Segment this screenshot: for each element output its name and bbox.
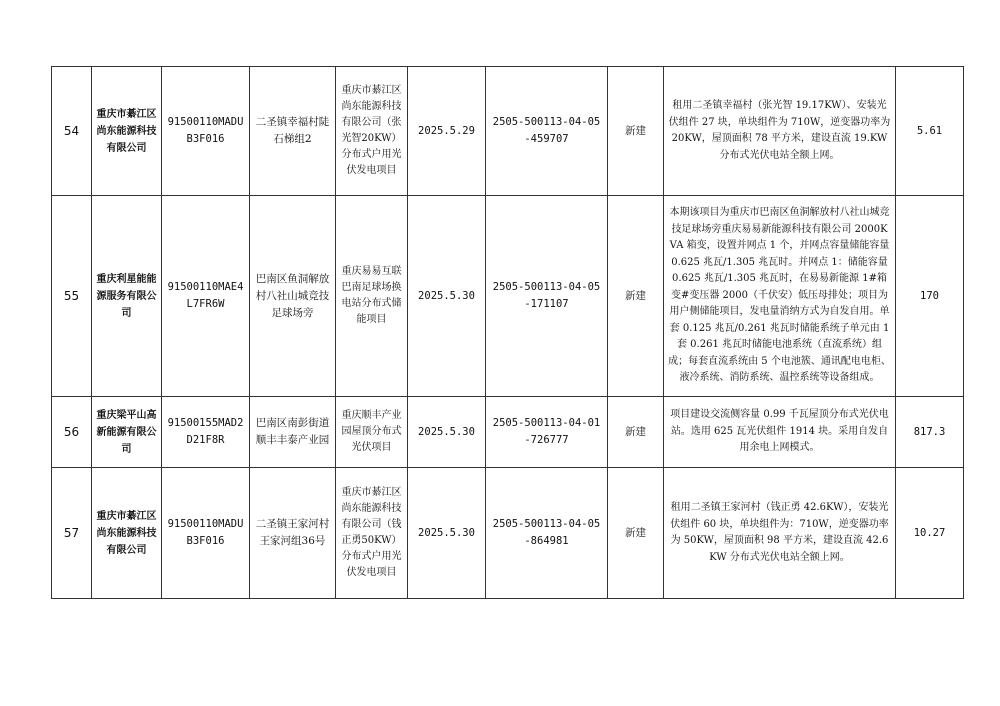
project-code: 2505-500113-04-05-864981: [486, 468, 608, 599]
filing-date: 2025.5.29: [408, 67, 486, 196]
credit-code: 91500110MADUB3F016: [162, 468, 250, 599]
table-row: [52, 196, 964, 397]
row-number: 55: [52, 196, 92, 397]
project-code: 2505-500113-04-01-726777: [486, 397, 608, 468]
project-name: 重庆市綦江区尚东能源科技有限公司（张光智20KW）分布式户用光伏发电项目: [336, 67, 408, 196]
project-code: 2505-500113-04-05-171107: [486, 196, 608, 397]
project-location: 二圣镇王家河村王家河组36号: [250, 468, 336, 599]
row-number: 54: [52, 67, 92, 196]
investment-amount: 10.27: [896, 468, 964, 599]
investment-amount: 5.61: [896, 67, 964, 196]
company-name: 重庆利星能能源服务有限公司: [92, 196, 162, 397]
project-location: 二圣镇幸福村陡石梯组2: [250, 67, 336, 196]
construction-content: 租用二圣镇幸福村（张光智 19.17KW）、安装光伏组件 27 块，单块组件为 710W，逆变器功率为 20KW，屋顶面积 78 平方米，建设直流 19.KW 分布式光伏电站全额上网。: [664, 67, 896, 196]
table-row: [52, 397, 964, 468]
project-name: 重庆市綦江区尚东能源科技有限公司（钱正勇50KW）分布式户用光伏发电项目: [336, 468, 408, 599]
company-name: 重庆市綦江区尚东能源科技有限公司: [92, 468, 162, 599]
credit-code: 91500110MADUB3F016: [162, 67, 250, 196]
company-name: 重庆梁平山高新能源有限公司: [92, 397, 162, 468]
project-name: 重庆易易互联巴南足球场换电站分布式储能项目: [336, 196, 408, 397]
project-location: 巴南区南彭街道顺丰丰泰产业园: [250, 397, 336, 468]
filing-date: 2025.5.30: [408, 196, 486, 397]
row-number: 56: [52, 397, 92, 468]
construction-content: 租用二圣镇王家河村（钱正勇 42.6KW），安装光伏组件 60 块，单块组件为：710W，逆变器功率为 50KW，屋顶面积 98 平方米，建设直流 42.6KW 分布式光伏电站全额上网。: [664, 468, 896, 599]
construction-type: 新建: [608, 67, 664, 196]
construction-type: 新建: [608, 397, 664, 468]
row-number: 57: [52, 468, 92, 599]
company-name: 重庆市綦江区尚东能源科技有限公司: [92, 67, 162, 196]
construction-content: 项目建设交流侧容量 0.99 千瓦屋顶分布式光伏电站。选用 625 瓦光伏组件 1914 块。采用自发自用余电上网模式。: [664, 397, 896, 468]
credit-code: 91500110MAE4L7FR6W: [162, 196, 250, 397]
construction-type: 新建: [608, 196, 664, 397]
filing-date: 2025.5.30: [408, 468, 486, 599]
project-location: 巴南区鱼洞解放村八社山城竞技足球场旁: [250, 196, 336, 397]
construction-content: 本期该项目为重庆市巴南区鱼洞解放村八社山城竞技足球场旁重庆易易新能源科技有限公司 2000KVA 箱变，设置并网点 1 个，并网点容量储能容量 0.625 兆瓦/1.305 兆瓦时。并网点 1：储能容量 0.625 兆瓦/1.305 兆瓦时，在易易新能源 1#箱变#变压器 2000（千伏安）低压母排处；项目为用户侧储能项目，发电量消纳方式为自发自用。单套 0.125 兆瓦/0.261 兆瓦时储能系统子单元由 1 套 0.261 兆瓦时储能电池系统（直流系统）组成；每套直流系统由 5 个电池簇、通讯配电电柜、液冷系统、消防系统、温控系统等设备组成。: [664, 196, 896, 397]
credit-code: 91500155MAD2D21F8R: [162, 397, 250, 468]
table-row: [52, 468, 964, 599]
investment-amount: 170: [896, 196, 964, 397]
filing-date: 2025.5.30: [408, 397, 486, 468]
project-name: 重庆顺丰产业园屋顶分布式光伏项目: [336, 397, 408, 468]
investment-amount: 817.3: [896, 397, 964, 468]
project-record-table: [51, 66, 964, 599]
project-code: 2505-500113-04-05-459707: [486, 67, 608, 196]
construction-type: 新建: [608, 468, 664, 599]
table-row: [52, 67, 964, 196]
